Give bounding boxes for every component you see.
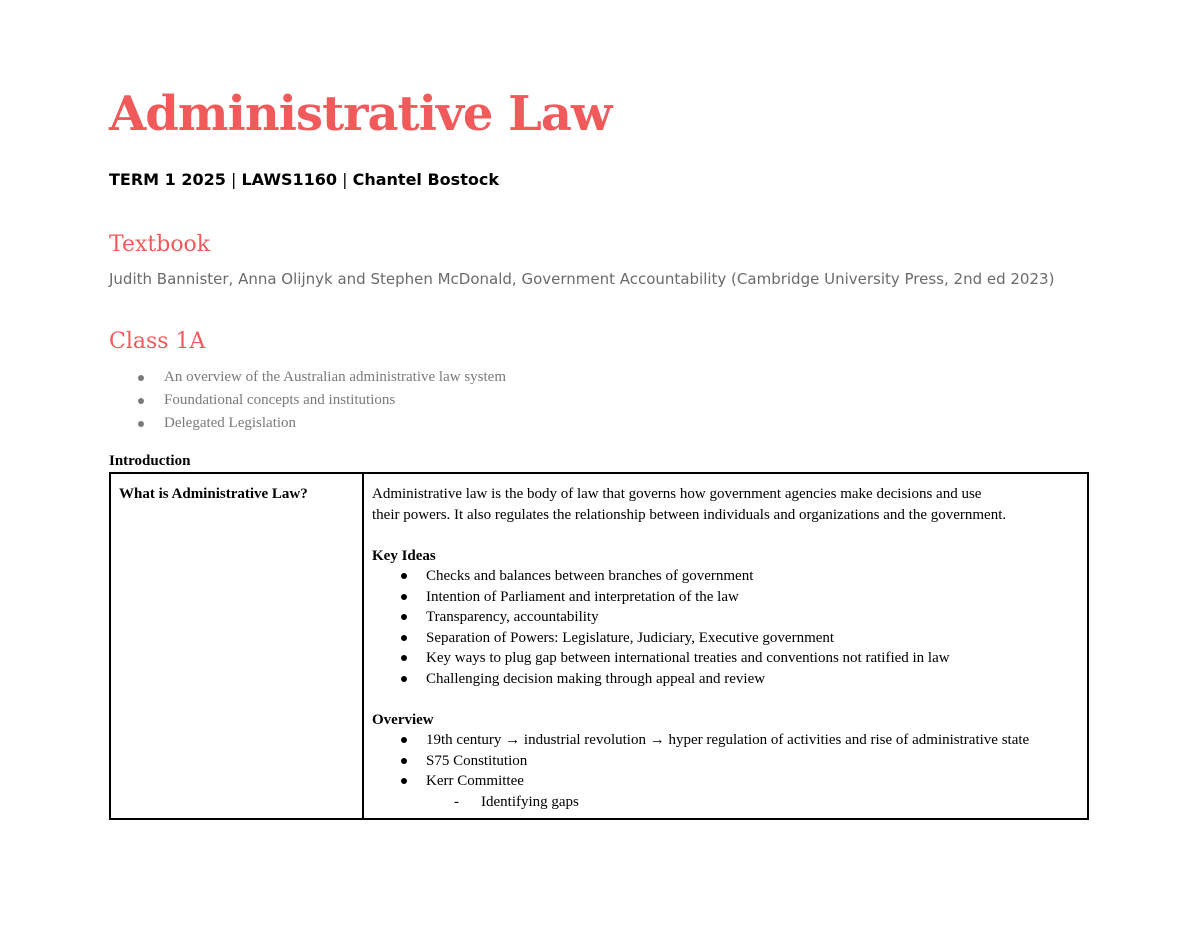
overview-sub-list <box>372 792 1079 813</box>
table-row <box>110 473 1088 819</box>
list-item: Delegated Legislation <box>109 412 506 435</box>
definition-line: their powers. It also regulates the relationship between individuals and organizations and the government. <box>372 506 1007 523</box>
separator: | <box>230 170 237 189</box>
list-item: An overview of the Australian administrative law system <box>109 366 506 389</box>
definition-line: Administrative law is the body of law that governs how government agencies make decisions and use <box>372 486 982 502</box>
list-item: Intention of Parliament and interpretation of the law <box>372 587 1079 608</box>
class-topic-list <box>109 366 506 435</box>
document-title: Administrative Law <box>109 86 612 142</box>
list-item: Key ways to plug gap between international treaties and conventions not ratified in law <box>372 648 1079 669</box>
list-item: 19th century → industrial revolution → hyper regulation of activities and rise of administrative state <box>372 730 1079 751</box>
course-code: LAWS1160 <box>241 170 338 189</box>
list-item: Separation of Powers: Legislature, Judiciary, Executive government <box>372 628 1079 649</box>
answer-cell <box>363 473 1088 819</box>
list-item: Checks and balances between branches of government <box>372 566 1079 587</box>
introduction-label: Introduction <box>109 453 191 469</box>
author-name: Chantel Bostock <box>352 170 499 189</box>
list-item: Kerr Committee <box>372 771 1079 792</box>
list-item: - Identifying gaps <box>372 792 1079 813</box>
overview-heading: Overview <box>372 711 434 728</box>
question-cell: What is Administrative Law? <box>110 473 363 819</box>
list-item: Foundational concepts and institutions <box>109 389 506 412</box>
document-subtitle <box>109 169 499 191</box>
list-item: S75 Constitution <box>372 751 1079 772</box>
textbook-heading: Textbook <box>109 232 211 257</box>
notes-table <box>109 472 1089 820</box>
list-item: Transparency, accountability <box>372 607 1079 628</box>
key-ideas-heading: Key Ideas <box>372 547 436 564</box>
separator: | <box>342 170 348 189</box>
textbook-citation: Judith Bannister, Anna Olijnyk and Stephen McDonald, Government Accountability (Cambridge University Press, 2nd ed 2023) <box>109 270 1055 288</box>
overview-list <box>372 730 1079 792</box>
class-heading: Class 1A <box>109 329 206 354</box>
list-item: Challenging decision making through appeal and review <box>372 669 1079 690</box>
term-label: TERM 1 2025 <box>109 170 226 189</box>
key-ideas-list <box>372 566 1079 689</box>
